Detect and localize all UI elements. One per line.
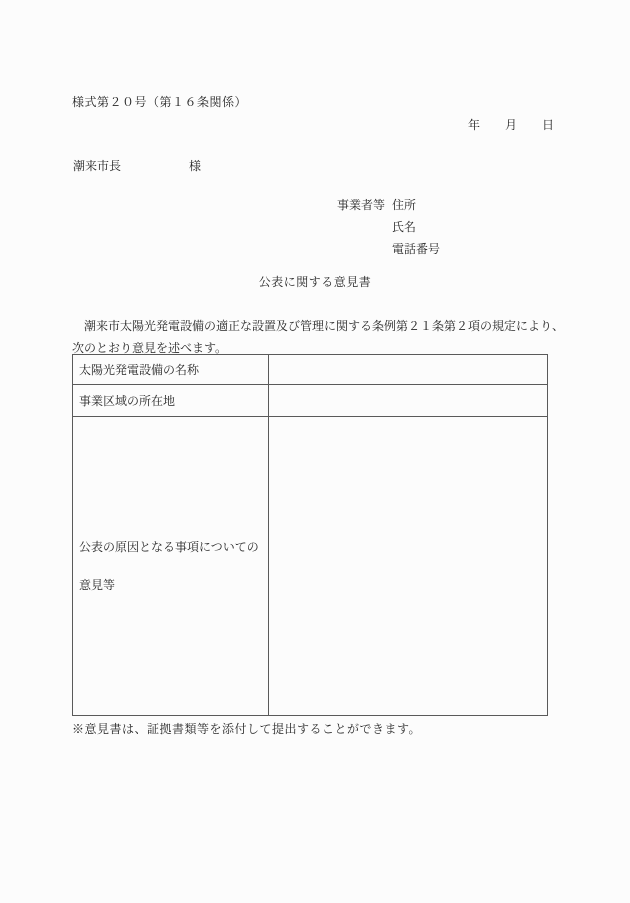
date-line <box>468 116 554 133</box>
footnote: ※意見書は、証拠書類等を添付して提出することができます。 <box>72 722 422 736</box>
applicant-phone-label: 電話番号 <box>392 242 441 256</box>
applicant-group-label: 事業者等 <box>337 198 386 212</box>
opinion-form-table <box>72 354 548 716</box>
table-row-opinion <box>73 417 548 716</box>
form-number: 様式第２０号（第１６条関係） <box>72 95 248 109</box>
date-month-label: 月 <box>504 118 517 132</box>
date-day-label: 日 <box>541 118 554 132</box>
site-location-value <box>269 385 548 417</box>
addressee-name: 潮来市長 <box>73 159 122 173</box>
table-row-site-location <box>73 385 548 417</box>
opinion-value <box>269 417 548 716</box>
date-year-label: 年 <box>468 118 481 132</box>
document-title: 公表に関する意見書 <box>258 275 372 289</box>
opinion-label: 公表の原因となる事項についての意見等 <box>73 417 269 716</box>
facility-name-label: 太陽光発電設備の名称 <box>73 355 269 385</box>
body-paragraph-line-2: 次のとおり意見を述べます。 <box>72 340 228 355</box>
applicant-address-label: 住所 <box>392 198 417 212</box>
site-location-label: 事業区域の所在地 <box>73 385 269 417</box>
addressee-honorific: 様 <box>189 159 202 173</box>
table-row-facility-name <box>73 355 548 385</box>
facility-name-value <box>269 355 548 385</box>
applicant-block <box>337 194 440 260</box>
addressee-line <box>73 157 201 174</box>
body-paragraph <box>72 316 592 359</box>
applicant-fields <box>392 194 440 260</box>
body-paragraph-line-1: 潮来市太陽光発電設備の適正な設置及び管理に関する条例第２１条第２項の規定により、 <box>72 319 565 333</box>
applicant-name-label: 氏名 <box>392 220 417 234</box>
